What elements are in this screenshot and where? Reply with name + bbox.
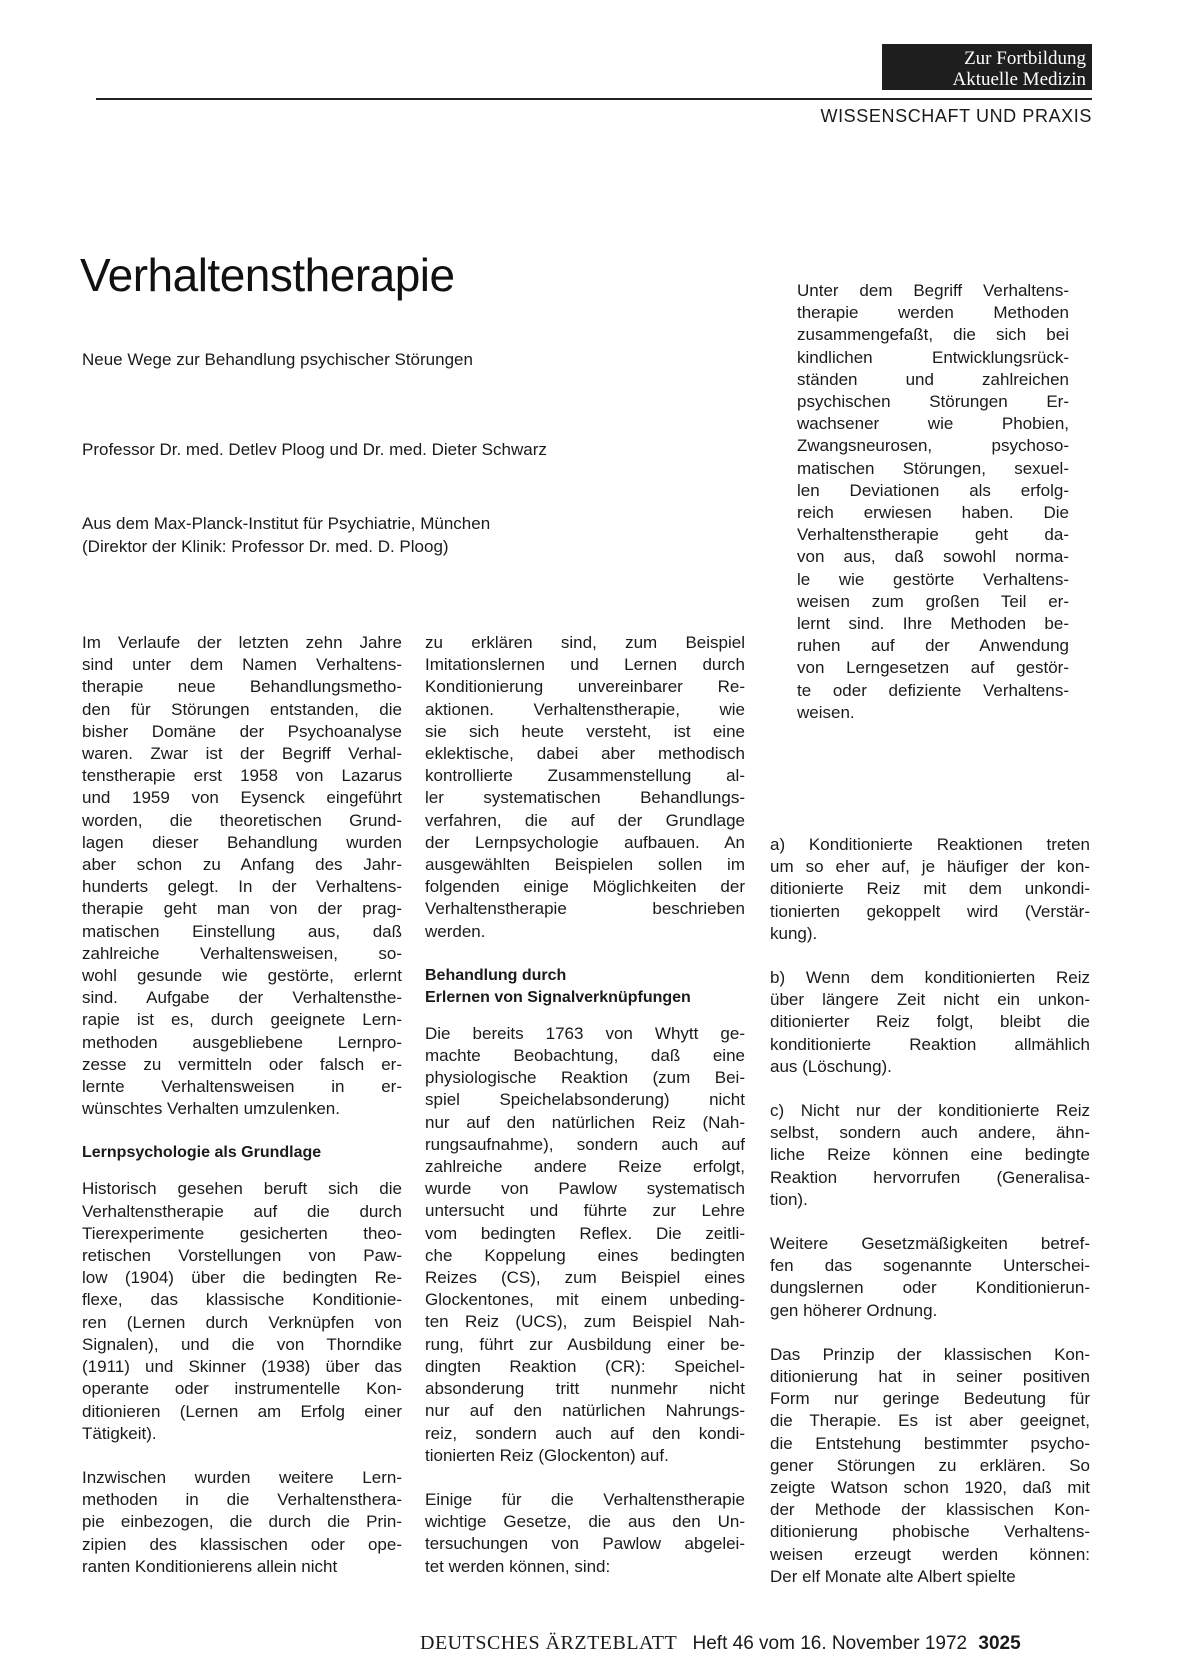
text-line: und 1959 von Eysenck eingeführt — [82, 788, 402, 808]
badge-line-2: Aktuelle Medizin — [952, 69, 1086, 90]
text-line: Form nur geringe Bedeutung für — [770, 1389, 1090, 1409]
paragraph — [82, 632, 402, 1120]
issue-info: Heft 46 vom 16. November 1972 — [692, 1633, 968, 1654]
paragraph — [770, 1100, 1090, 1211]
text-line: rapie ist es, durch geeignete Lern- — [82, 1010, 402, 1030]
text-line: zipien des klassischen oder ope- — [82, 1534, 402, 1554]
text-line: nur auf den natürlichen Reiz (Nah- — [425, 1112, 745, 1132]
text-line: le wie gestörte Verhaltens- — [797, 569, 1069, 589]
text-line: physiologische Reaktion (zum Bei- — [425, 1068, 745, 1088]
text-line: über längere Zeit nicht ein unkon- — [770, 990, 1090, 1010]
column-1 — [82, 632, 402, 1578]
text-line: tersuchungen von Pawlow abgelei- — [425, 1534, 745, 1554]
text-line: sind. Aufgabe der Verhaltensthe- — [82, 988, 402, 1008]
abstract — [797, 280, 1069, 724]
text-line: verfahren, die auf der Grundlage — [425, 810, 745, 830]
text-line: zusammengefaßt, die sich bei — [797, 325, 1069, 345]
text-line: Verhaltenstherapie geht da- — [797, 525, 1069, 545]
section-heading: Erlernen von Signalverknüpfungen — [425, 988, 691, 1006]
text-line: kontrollierte Zusammenstellung al- — [425, 766, 745, 786]
text-line: che Koppelung eines bedingten — [425, 1245, 745, 1265]
text-line: Glockentones, mit einem unbeding- — [425, 1290, 745, 1310]
text-line: werden. — [425, 921, 486, 941]
text-line: Im Verlaufe der letzten zehn Jahre — [82, 633, 402, 652]
text-line: kindlichen Entwicklungsrück- — [797, 347, 1069, 367]
column-3 — [770, 834, 1090, 1588]
article-affiliation — [82, 512, 490, 558]
text-line: die Entstehung bestimmter psycho- — [770, 1433, 1090, 1453]
series-badge — [882, 44, 1092, 90]
paragraph — [82, 1467, 402, 1578]
text-line: Reaktion hervorrufen (Generalisa- — [770, 1167, 1090, 1187]
paragraph — [425, 1023, 745, 1467]
paragraph — [425, 632, 745, 943]
text-line: therapie geht man von der prag- — [82, 899, 402, 919]
text-line: Reizes (CS), zum Beispiel eines — [425, 1268, 745, 1288]
abstract-text — [797, 280, 1069, 724]
paragraph — [82, 1178, 402, 1444]
text-line: absonderung tritt nunmehr nicht — [425, 1379, 745, 1399]
text-line: machte Beobachtung, daß eine — [425, 1046, 745, 1066]
text-line: wünschtes Verhalten umzulenken. — [82, 1099, 340, 1119]
text-line: wachsener wie Phobien, — [797, 414, 1069, 434]
text-line: der Methode der klassischen Kon- — [770, 1500, 1090, 1520]
text-line: lernte Verhaltensweisen in er- — [82, 1077, 402, 1097]
text-line: weisen zum großen Teil er- — [797, 591, 1069, 611]
text-line: nur auf den natürlichen Nahrungs- — [425, 1401, 745, 1421]
text-line: Der elf Monate alte Albert spielte — [770, 1566, 1016, 1586]
affiliation-line: (Direktor der Klinik: Professor Dr. med. D. Ploog) — [82, 537, 449, 556]
text-line: tion). — [770, 1189, 808, 1209]
text-line: zahlreiche andere Reize erfolgt, — [425, 1157, 745, 1177]
text-line: folgenden einige Möglichkeiten der — [425, 877, 745, 897]
text-line: eklektische, dabei aber methodisch — [425, 744, 745, 764]
article-subtitle: Neue Wege zur Behandlung psychischer Störungen — [82, 350, 473, 369]
text-line: rung, führt zur Ausbildung einer be- — [425, 1334, 745, 1354]
text-line: ruhen auf der Anwendung — [797, 636, 1069, 656]
text-line: Signalen), und die von Thorndike — [82, 1334, 402, 1354]
text-line: Tierexperimente gesicherten theo- — [82, 1223, 402, 1243]
text-line: Weitere Gesetzmäßigkeiten betref- — [770, 1234, 1090, 1254]
text-line: tionierten gekoppelt wird (Verstär- — [770, 901, 1090, 921]
text-line: wurde von Pawlow systematisch — [425, 1179, 745, 1199]
paragraph — [770, 967, 1090, 1078]
affiliation-line: Aus dem Max-Planck-Institut für Psychiatrie, München — [82, 514, 491, 533]
badge-line-1: Zur Fortbildung — [964, 48, 1086, 69]
text-line: zu erklären sind, zum Beispiel — [425, 633, 745, 652]
text-line: te oder defiziente Verhaltens- — [797, 680, 1069, 700]
text-line: tionierten Reiz (Glockenton) auf. — [425, 1445, 669, 1465]
text-line: aber schon zu Anfang des Jahr- — [82, 855, 402, 875]
text-line: ler systematischen Behandlungs- — [425, 788, 745, 808]
text-line: wichtige Gesetze, die aus den Un- — [425, 1512, 745, 1532]
text-line: ren (Lernen durch Verknüpfen von — [82, 1312, 402, 1332]
text-line: Das Prinzip der klassischen Kon- — [770, 1344, 1090, 1364]
text-line: konditionierte Reaktion allmählich — [770, 1034, 1090, 1054]
text-line: ranten Konditionierens allein nicht — [82, 1556, 338, 1576]
text-line: Historisch gesehen beruft sich die — [82, 1179, 402, 1199]
page-number: 3025 — [978, 1633, 1021, 1654]
text-line: c) Nicht nur der konditionierte Reiz — [770, 1101, 1090, 1121]
text-line: pie einbezogen, die durch die Prin- — [82, 1512, 402, 1532]
column-2 — [425, 632, 745, 1578]
text-line: dungslernen oder Konditionierun- — [770, 1278, 1090, 1298]
text-line: weisen erzeugt werden können: — [770, 1544, 1090, 1564]
text-line: matischen Störungen, sexuel- — [797, 458, 1069, 478]
text-line: gener Störungen zu erklären. So — [770, 1455, 1090, 1475]
text-line: Unter dem Begriff Verhaltens- — [797, 281, 1069, 300]
text-line: um so eher auf, je häufiger der kon- — [770, 857, 1090, 877]
text-line: ständen und zahlreichen — [797, 369, 1069, 389]
text-line: waren. Zwar ist der Begriff Verhal- — [82, 744, 402, 764]
page-footer — [420, 1632, 1021, 1655]
text-line: methoden in die Verhaltensthera- — [82, 1490, 402, 1510]
paragraph — [425, 1489, 745, 1578]
text-line: tet werden können, sind: — [425, 1556, 611, 1576]
text-line: retischen Vorstellungen von Paw- — [82, 1246, 402, 1266]
text-line: rungsaufnahme), sondern auch auf — [425, 1134, 745, 1154]
text-line: aktionen. Verhaltenstherapie, wie — [425, 699, 745, 719]
paragraph — [770, 834, 1090, 945]
text-line: reiz, sondern auch auf den kondi- — [425, 1423, 745, 1443]
text-line: methoden ausgebliebene Lernpro- — [82, 1032, 402, 1052]
paragraph — [770, 1233, 1090, 1322]
text-line: selbst, sondern auch andere, ähn- — [770, 1123, 1090, 1143]
text-line: therapie werden Methoden — [797, 303, 1069, 323]
text-line: (1911) und Skinner (1938) über das — [82, 1357, 402, 1377]
text-line: Zwangsneurosen, psychoso- — [797, 436, 1069, 456]
section-heading: Behandlung durch — [425, 966, 567, 984]
text-line: low (1904) über die bedingten Re- — [82, 1268, 402, 1288]
text-line: Verhaltenstherapie beschrieben — [425, 899, 745, 919]
text-line: ditionieren (Lernen am Erfolg einer — [82, 1401, 402, 1421]
text-line: worden, die theoretischen Grund- — [82, 810, 402, 830]
text-line: Imitationslernen und Lernen durch — [425, 655, 745, 675]
text-line: psychischen Störungen Er- — [797, 392, 1069, 412]
text-line: len Deviationen als erfolg- — [797, 480, 1069, 500]
text-line: b) Wenn dem konditionierten Reiz — [770, 968, 1090, 988]
text-line: von Lerngesetzen auf gestör- — [797, 658, 1069, 678]
text-line: aus (Löschung). — [770, 1056, 892, 1076]
text-line: Einige für die Verhaltenstherapie — [425, 1489, 745, 1509]
article-title: Verhaltenstherapie — [80, 249, 455, 301]
section-label: WISSENSCHAFT UND PRAXIS — [820, 106, 1092, 126]
text-line: wohl gesunde wie gestörte, erlernt — [82, 966, 402, 986]
text-line: flexe, das klassische Konditionie- — [82, 1290, 402, 1310]
text-line: weisen. — [797, 702, 855, 722]
text-line: kung). — [770, 923, 818, 943]
text-line: von aus, daß sowohl norma- — [797, 547, 1069, 567]
text-line: dingten Reaktion (CR): Speichel- — [425, 1356, 745, 1376]
text-line: therapie neue Behandlungsmetho- — [82, 677, 402, 697]
text-line: sie sich heute versteht, ist eine — [425, 721, 745, 741]
text-line: Verhaltenstherapie auf die durch — [82, 1201, 402, 1221]
text-line: zesse zu vermitteln oder falsch er- — [82, 1054, 402, 1074]
text-line: spiel Speichelabsonderung) nicht — [425, 1090, 745, 1110]
text-line: matischen Einstellung aus, daß — [82, 921, 402, 941]
article-authors: Professor Dr. med. Detlev Ploog und Dr. med. Dieter Schwarz — [82, 440, 547, 459]
text-line: liche Reize können eine bedingte — [770, 1145, 1090, 1165]
text-line: tenstherapie erst 1958 von Lazarus — [82, 766, 402, 786]
text-line: Inzwischen wurden weitere Lern- — [82, 1467, 402, 1487]
text-line: operante oder instrumentelle Kon- — [82, 1379, 402, 1399]
text-line: den für Störungen entstanden, die — [82, 699, 402, 719]
text-line: ditionierung phobische Verhaltens- — [770, 1522, 1090, 1542]
text-line: zeigte Watson schon 1920, daß mit — [770, 1478, 1090, 1498]
text-line: reich erwiesen haben. Die — [797, 503, 1069, 523]
text-line: ditionierter Reiz folgt, bleibt die — [770, 1012, 1090, 1032]
text-line: ditionierung hat in seiner positiven — [770, 1367, 1090, 1387]
text-line: hunderts gelegt. In der Verhaltens- — [82, 877, 402, 897]
text-line: sind unter dem Namen Verhaltens- — [82, 655, 402, 675]
text-line: Die bereits 1763 von Whytt ge- — [425, 1023, 745, 1043]
text-line: ditionierte Reiz mit dem unkondi- — [770, 879, 1090, 899]
text-line: Tätigkeit). — [82, 1423, 157, 1443]
text-line: bisher Domäne der Psychoanalyse — [82, 721, 402, 741]
text-line: lernt sind. Ihre Methoden be- — [797, 614, 1069, 634]
text-line: vom bedingten Reflex. Die zeitli- — [425, 1223, 745, 1243]
text-line: untersucht und führte zur Lehre — [425, 1201, 745, 1221]
text-line: zahlreiche Verhaltensweisen, so- — [82, 943, 402, 963]
text-line: der Lernpsychologie aufbauen. An — [425, 832, 745, 852]
text-line: lagen dieser Behandlung wurden — [82, 832, 402, 852]
text-line: ausgewählten Beispielen sollen im — [425, 855, 745, 875]
text-line: a) Konditionierte Reaktionen treten — [770, 835, 1090, 854]
text-line: Konditionierung unvereinbarer Re- — [425, 677, 745, 697]
header-rule — [96, 98, 1092, 100]
text-line: gen höherer Ordnung. — [770, 1300, 938, 1320]
text-line: ten Reiz (UCS), zum Beispiel Nah- — [425, 1312, 745, 1332]
section-heading: Lernpsychologie als Grundlage — [82, 1144, 322, 1162]
paragraph — [770, 1344, 1090, 1588]
text-line: fen das sogenannte Unterschei- — [770, 1256, 1090, 1276]
journal-name: DEUTSCHES ÄRZTEBLATT — [420, 1632, 678, 1654]
text-line: die Therapie. Es ist aber geeignet, — [770, 1411, 1090, 1431]
